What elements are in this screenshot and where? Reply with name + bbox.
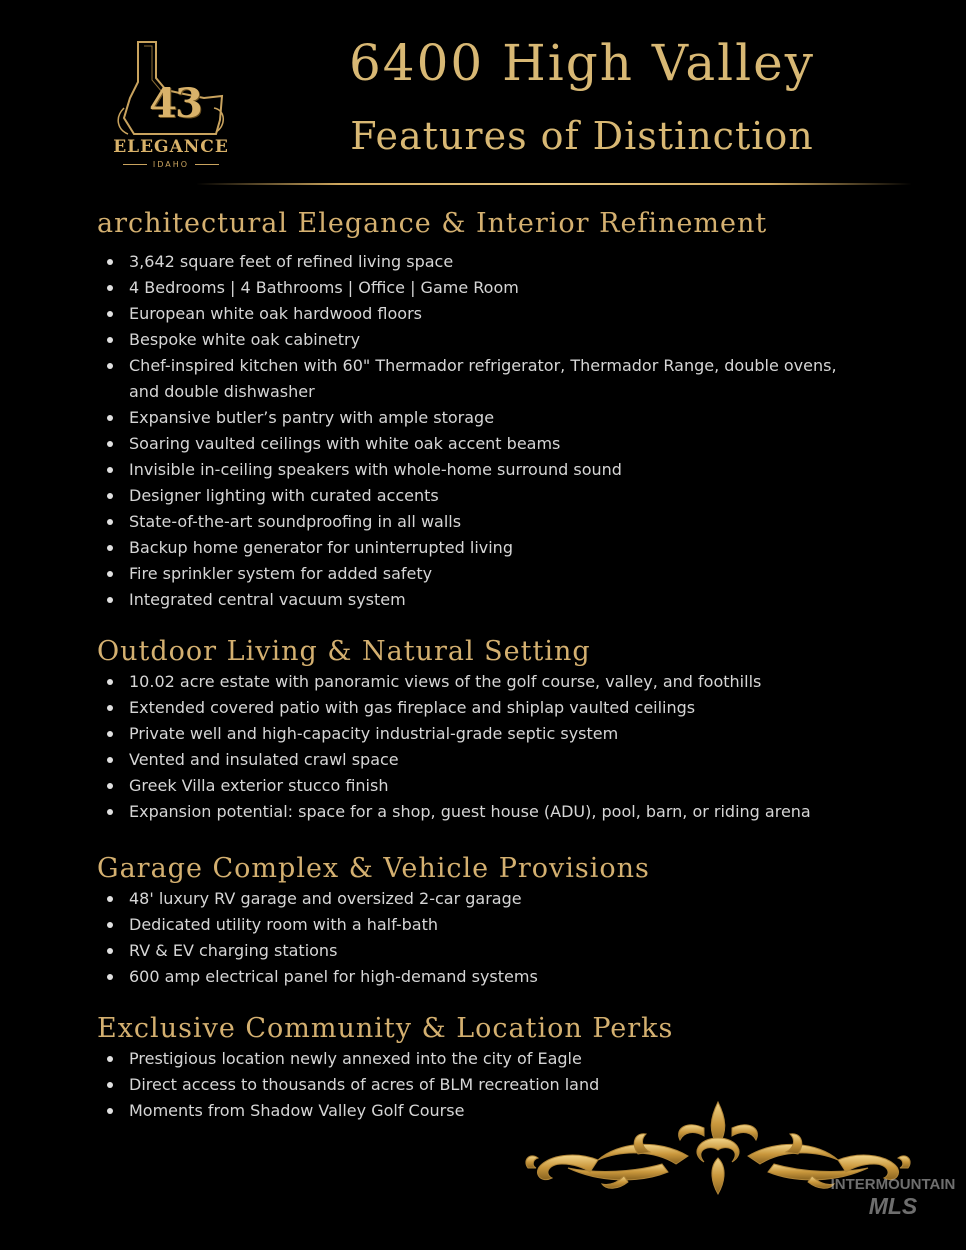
- list-item: Fire sprinkler system for added safety: [97, 561, 849, 587]
- section-outdoor: [97, 636, 937, 825]
- list-item: European white oak hardwood floors: [97, 301, 849, 327]
- feature-list: [97, 249, 937, 613]
- section-heading: Exclusive Community & Location Perks: [97, 1013, 674, 1044]
- page-title: 6400 High Valley: [349, 34, 815, 92]
- list-item: Direct access to thousands of acres of BLM recreation land: [97, 1072, 849, 1098]
- list-item: Private well and high-capacity industrial-grade septic system: [97, 721, 849, 747]
- list-item: 48' luxury RV garage and oversized 2-car garage: [97, 886, 849, 912]
- feature-list: [97, 886, 937, 990]
- list-item: Bespoke white oak cabinetry: [97, 327, 849, 353]
- list-item: 3,642 square feet of refined living space: [97, 249, 849, 275]
- list-item: State-of-the-art soundproofing in all walls: [97, 509, 849, 535]
- list-item: Vented and insulated crawl space: [97, 747, 849, 773]
- list-item: Expansive butler’s pantry with ample storage: [97, 405, 849, 431]
- list-item: RV & EV charging stations: [97, 938, 849, 964]
- watermark-line2: MLS: [868, 1193, 918, 1219]
- header-divider: [196, 183, 912, 185]
- list-item: Soaring vaulted ceilings with white oak accent beams: [97, 431, 849, 457]
- list-item: Moments from Shadow Valley Golf Course: [97, 1098, 849, 1124]
- list-item: Chef-inspired kitchen with 60" Thermador refrigerator, Thermador Range, double ovens, and double dishwasher: [97, 353, 849, 405]
- list-item: Greek Villa exterior stucco finish: [97, 773, 849, 799]
- section-heading: Outdoor Living & Natural Setting: [97, 636, 591, 667]
- mls-watermark: [820, 1176, 966, 1218]
- logo-number: 43: [149, 80, 201, 127]
- section-heading: architectural Elegance & Interior Refinement: [97, 208, 768, 239]
- list-item: Designer lighting with curated accents: [97, 483, 849, 509]
- list-item: Backup home generator for uninterrupted living: [97, 535, 849, 561]
- feature-list: [97, 669, 937, 825]
- list-item: Prestigious location newly annexed into the city of Eagle: [97, 1046, 849, 1072]
- logo-wordmark: ELEGANCE: [113, 137, 229, 157]
- section-garage: [97, 853, 937, 990]
- page-subtitle: Features of Distinction: [350, 114, 814, 158]
- list-item: Integrated central vacuum system: [97, 587, 849, 613]
- section-architectural: [97, 208, 937, 613]
- list-item: 10.02 acre estate with panoramic views of the golf course, valley, and foothills: [97, 669, 929, 695]
- logo-subtext: IDAHO: [104, 160, 238, 169]
- brand-logo: [104, 38, 238, 178]
- section-heading: Garage Complex & Vehicle Provisions: [97, 853, 650, 884]
- list-item: 600 amp electrical panel for high-demand systems: [97, 964, 849, 990]
- list-item: Invisible in-ceiling speakers with whole-home surround sound: [97, 457, 849, 483]
- watermark-line1: INTERMOUNTAIN: [830, 1176, 956, 1193]
- list-item: Extended covered patio with gas fireplace and shiplap vaulted ceilings: [97, 695, 849, 721]
- list-item: Expansion potential: space for a shop, guest house (ADU), pool, barn, or riding arena: [97, 799, 949, 825]
- list-item: Dedicated utility room with a half-bath: [97, 912, 849, 938]
- list-item: 4 Bedrooms | 4 Bathrooms | Office | Game Room: [97, 275, 849, 301]
